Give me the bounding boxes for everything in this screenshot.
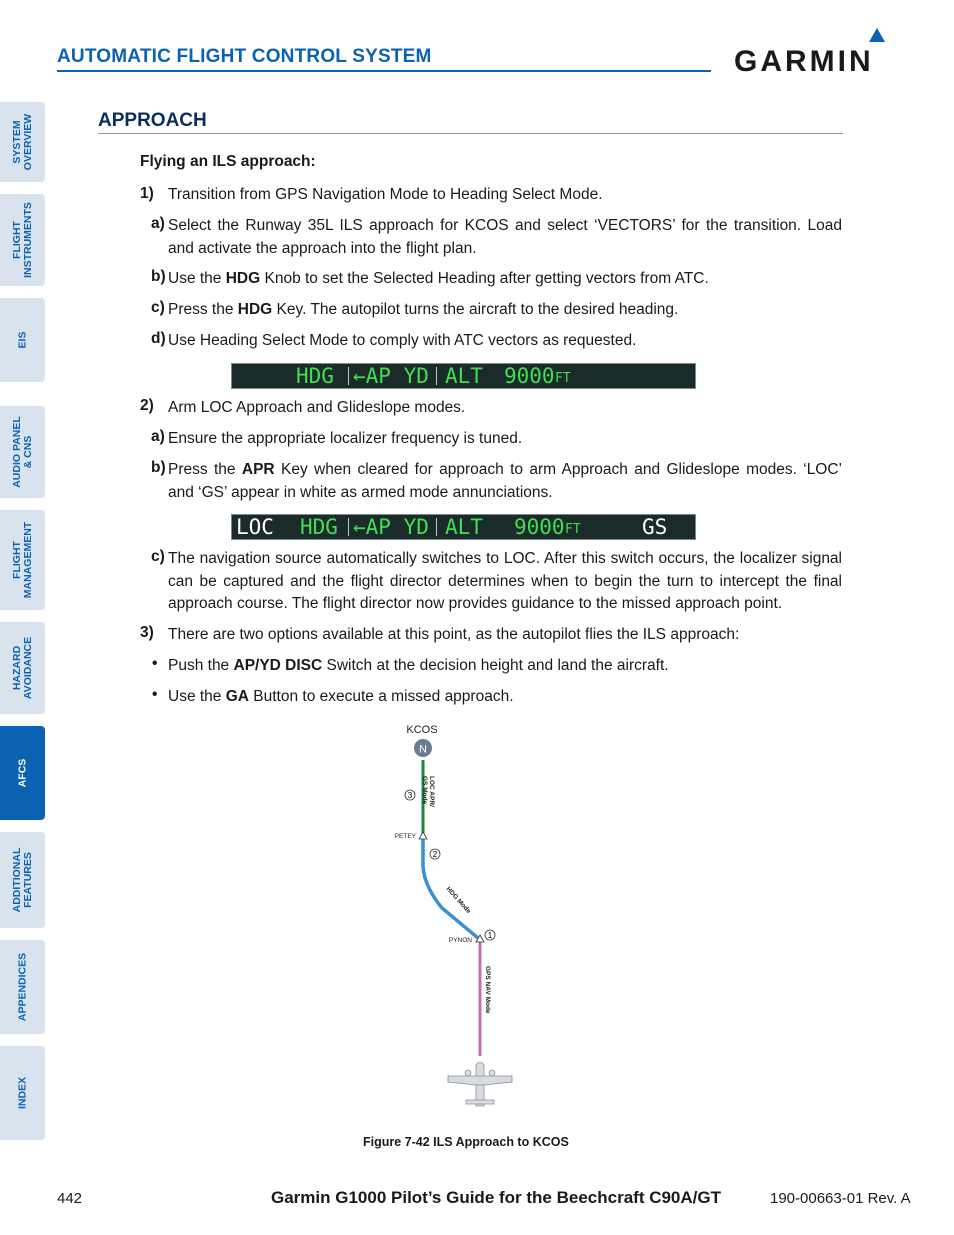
substep-text: Ensure the appropriate localizer frequency is tuned.	[168, 430, 523, 447]
bullet-text: Use the GA Button to execute a missed approach.	[168, 688, 514, 705]
page-heading: APPROACH	[98, 110, 207, 131]
substep-text: The navigation source automatically switches to LOC. After this switch occurs, the localizer signal can be captured and the flight director determines when to begin the turn to intercept the final approach course. The flight director now provides guidance to the missed approach point.	[168, 550, 842, 612]
tab-afcs[interactable]	[0, 726, 45, 820]
tab-appendices[interactable]	[0, 940, 45, 1034]
substep-text: Press the APR Key when cleared for approach to arm Approach and Glideslope modes. ‘LOC’ and ‘GS’ appear in white as armed mode annunciations.	[168, 461, 843, 501]
substep-letter: c)	[151, 299, 165, 316]
svg-text:GARMIN: GARMIN	[734, 45, 874, 76]
tab-system-overview[interactable]	[0, 102, 45, 182]
substep-text: Use Heading Select Mode to comply with ATC vectors as requested.	[168, 332, 637, 349]
altitude-reference: 9000	[504, 364, 555, 388]
substep-letter: a)	[151, 215, 165, 232]
tab-label: FLIGHT MANAGEMENT	[10, 521, 34, 599]
waypoint-label: PETEY	[394, 833, 416, 840]
north-arrow-icon: N	[419, 743, 427, 756]
loc-mode-label: LOC APR/	[428, 776, 435, 807]
step-number: 1)	[140, 185, 154, 202]
step-number: 3)	[140, 624, 154, 641]
afcs-annunciator-loc-gs	[231, 514, 696, 540]
altitude-reference: 9000	[514, 515, 565, 539]
substep-letter: a)	[151, 428, 165, 445]
tab-label: SYSTEM OVERVIEW	[10, 113, 34, 171]
page-number: 442	[57, 1190, 83, 1207]
tab-label: HAZARD AVOIDANCE	[10, 636, 34, 700]
ap-yd-disc-label: AP/YD DISC	[233, 657, 323, 674]
step-number: 2)	[140, 397, 154, 414]
substep-letter: b)	[151, 268, 166, 285]
bullet-text: Push the AP/YD DISC Switch at the decision height and land the aircraft.	[168, 657, 669, 674]
ga-button-label: GA	[225, 688, 249, 705]
tab-label: AFCS	[16, 758, 28, 788]
substep-text: Use the HDG Knob to set the Selected Heading after getting vectors from ATC.	[168, 270, 709, 287]
hdg-knob-label: HDG	[225, 270, 261, 287]
hdg-key-label: HDG	[237, 301, 273, 318]
tab-hazard-avoidance[interactable]	[0, 622, 45, 714]
vertical-mode: ALT	[445, 364, 483, 388]
ap-yd-status: ←AP YD	[353, 364, 429, 388]
tab-label: AUDIO PANEL & CNS	[10, 416, 34, 488]
substep-letter: b)	[151, 459, 166, 476]
step-text: There are two options available at this point, as the autopilot flies the ILS approach:	[168, 626, 740, 643]
gs-mode-label: GS Mode	[421, 776, 428, 805]
tab-audio-panel-cns[interactable]	[0, 406, 45, 498]
header-rule	[57, 70, 711, 72]
tab-index[interactable]	[0, 1046, 45, 1140]
bullet: •	[152, 686, 158, 703]
procedure-subheading: Flying an ILS approach:	[140, 153, 316, 170]
step-text: Transition from GPS Navigation Mode to Heading Select Mode.	[168, 186, 603, 203]
ils-approach-diagram	[380, 716, 560, 1116]
svg-text:3: 3	[407, 791, 413, 800]
step-text: Arm LOC Approach and Glideslope modes.	[168, 399, 466, 416]
bullet: •	[152, 655, 158, 672]
airport-label: KCOS	[406, 724, 438, 736]
tab-label: INDEX	[16, 1076, 28, 1110]
tab-label: ADDITIONAL FEATURES	[10, 847, 34, 913]
tab-eis[interactable]	[0, 298, 45, 382]
substep-text: Press the HDG Key. The autopilot turns the aircraft to the desired heading.	[168, 301, 679, 318]
substep-letter: c)	[151, 548, 165, 565]
tab-label: FLIGHT INSTRUMENTS	[10, 202, 34, 278]
vertical-mode: ALT	[445, 515, 483, 539]
armed-vertical-mode: GS	[642, 515, 668, 539]
substep-letter: d)	[151, 330, 166, 347]
tab-label: APPENDICES	[16, 952, 28, 1022]
altitude-unit: FT	[565, 522, 581, 537]
svg-text:2: 2	[432, 850, 438, 859]
svg-text:1: 1	[487, 931, 493, 940]
guide-title: Garmin G1000 Pilot’s Guide for the Beechcraft C90A/GT	[271, 1188, 721, 1207]
aircraft-icon	[448, 1063, 512, 1107]
tab-additional-features[interactable]	[0, 832, 45, 928]
section-title: AUTOMATIC FLIGHT CONTROL SYSTEM	[57, 46, 432, 67]
heading-rule	[98, 133, 843, 134]
lateral-mode: HDG	[296, 364, 334, 388]
document-number: 190-00663-01 Rev. A	[770, 1190, 911, 1207]
afcs-annunciator-hdg	[231, 363, 696, 389]
ap-yd-status: ←AP YD	[353, 515, 429, 539]
apr-key-label: APR	[241, 461, 275, 478]
armed-lateral-mode: LOC	[236, 515, 274, 539]
hdg-mode-label: HDG Mode	[444, 885, 472, 916]
altitude-unit: FT	[555, 371, 571, 386]
garmin-logo	[734, 26, 902, 76]
tab-flight-instruments[interactable]	[0, 194, 45, 286]
substep-text: Select the Runway 35L ILS approach for KCOS and select ‘VECTORS’ for the transition. Load and activate the approach into the flight plan.	[168, 217, 842, 257]
figure-caption: Figure 7-42 ILS Approach to KCOS	[363, 1135, 569, 1149]
tab-flight-management[interactable]	[0, 510, 45, 610]
waypoint-icon	[419, 832, 427, 839]
tab-label: EIS	[16, 331, 28, 349]
waypoint-label: PYNON	[448, 937, 472, 944]
lateral-mode: HDG	[300, 515, 338, 539]
gps-nav-mode-label: GPS NAV Mode	[484, 966, 491, 1014]
